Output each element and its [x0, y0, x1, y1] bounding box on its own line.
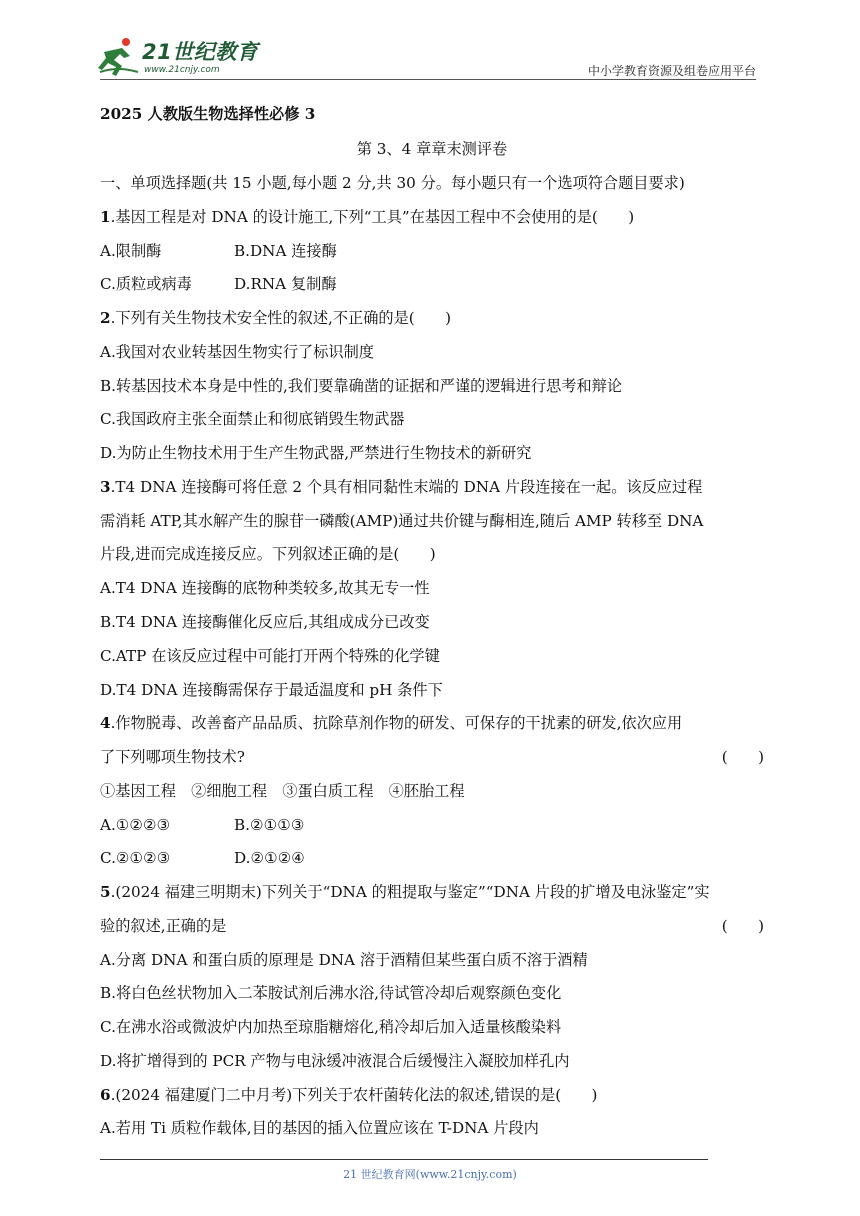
logo-url: www.21cnjy.com: [144, 65, 220, 75]
question-6: [100, 1085, 597, 1105]
option-d: D.为防止生物技术用于生产生物武器,严禁进行生物技术的新研究: [100, 444, 532, 462]
question-stem: .基因工程是对 DNA 的设计施工,下列“工具”在基因工程中不会使用的是( ): [110, 208, 635, 226]
option-d: D.将扩增得到的 PCR 产物与电泳缓冲液混合后缓慢注入凝胶加样孔内: [100, 1052, 570, 1070]
option-b: B.T4 DNA 连接酶催化反应后,其组成成分已改变: [100, 613, 430, 631]
option-b: B.②①①③: [234, 816, 305, 834]
question-5: [100, 882, 710, 902]
question-stem: .(2024 福建三明期末)下列关于“DNA 的粗提取与鉴定”“DNA 片段的扩增及电泳鉴定”实: [110, 883, 710, 901]
site-logo[interactable]: [96, 36, 266, 80]
option-d: D.T4 DNA 连接酶需保存于最适温度和 pH 条件下: [100, 681, 443, 699]
question-4: [100, 713, 682, 733]
header-divider: [100, 79, 756, 80]
question-number: 2: [100, 309, 111, 327]
section-heading: 一、单项选择题(共 15 小题,每小题 2 分,共 30 分。每小题只有一个选项符合题目要求): [100, 174, 685, 192]
question-stem: .(2024 福建厦门二中月考)下列关于农杆菌转化法的叙述,错误的是( ): [110, 1086, 598, 1104]
question-3: [100, 477, 702, 497]
option-c: C.ATP 在该反应过程中可能打开两个特殊的化学键: [100, 647, 440, 665]
doc-title: 2025 人教版生物选择性必修 3: [100, 105, 316, 123]
question-number: 6: [100, 1086, 111, 1104]
question-stem-line: 需消耗 ATP,其水解产生的腺苷一磷酸(AMP)通过共价键与酶相连,随后 AMP 转移至 DNA: [100, 512, 704, 530]
question-2: [100, 308, 451, 328]
question-stem: .作物脱毒、改善畜产品品质、抗除草剂作物的研发、可保存的干扰素的研发,依次应用: [110, 714, 683, 732]
header-tagline: 中小学教育资源及组卷应用平台: [587, 64, 756, 78]
option-c: C.在沸水浴或微波炉内加热至琼脂糖熔化,稍冷却后加入适量核酸染料: [100, 1018, 562, 1036]
option-c: C.我国政府主张全面禁止和彻底销毁生物武器: [100, 410, 405, 428]
option-a: A.我国对农业转基因生物实行了标识制度: [100, 343, 374, 361]
question-stem-line: 验的叙述,正确的是: [100, 917, 227, 935]
page-header: [0, 0, 860, 90]
numbered-options: ①基因工程 ②细胞工程 ③蛋白质工程 ④胚胎工程: [100, 782, 465, 800]
footer-divider: [100, 1159, 708, 1160]
option-d: D.②①②④: [234, 849, 305, 867]
logo-text: 21世纪教育: [142, 40, 259, 64]
option-b: B.DNA 连接酶: [234, 242, 337, 260]
answer-parenthesis: ( ): [721, 748, 764, 766]
answer-parenthesis: ( ): [721, 917, 764, 935]
option-b: B.将白色丝状物加入二苯胺试剂后沸水浴,待试管冷却后观察颜色变化: [100, 984, 562, 1002]
option-a: A.分离 DNA 和蛋白质的原理是 DNA 溶于酒精但某些蛋白质不溶于酒精: [100, 951, 588, 969]
option-d: D.RNA 复制酶: [234, 275, 337, 293]
runner-logo-icon: [96, 36, 140, 78]
option-b: B.转基因技术本身是中性的,我们要靠确凿的证据和严谨的逻辑进行思考和辩论: [100, 377, 623, 395]
option-c: C.质粒或病毒: [100, 275, 192, 293]
footer-link[interactable]: 21 世纪教育网(www.21cnjy.com): [343, 1168, 517, 1181]
option-a: A.①②②③: [100, 816, 171, 834]
doc-subtitle: 第 3、4 章章末测评卷: [356, 140, 508, 158]
question-stem: .T4 DNA 连接酶可将任意 2 个具有相同黏性末端的 DNA 片段连接在一起。该反应过程: [110, 478, 703, 496]
question-stem: .下列有关生物技术安全性的叙述,不正确的是( ): [110, 309, 452, 327]
question-stem-line: 片段,进而完成连接反应。下列叙述正确的是( ): [100, 545, 436, 563]
question-number: 4: [100, 714, 111, 732]
question-number: 3: [100, 478, 111, 496]
question-stem-line: 了下列哪项生物技术?: [100, 748, 245, 766]
question-number: 1: [100, 208, 111, 226]
question-number: 5: [100, 883, 111, 901]
question-1: [100, 207, 634, 227]
option-a: A.限制酶: [100, 242, 162, 260]
option-a: A.若用 Ti 质粒作载体,目的基因的插入位置应该在 T-DNA 片段内: [100, 1119, 539, 1137]
option-a: A.T4 DNA 连接酶的底物种类较多,故其无专一性: [100, 579, 430, 597]
option-c: C.②①②③: [100, 849, 171, 867]
